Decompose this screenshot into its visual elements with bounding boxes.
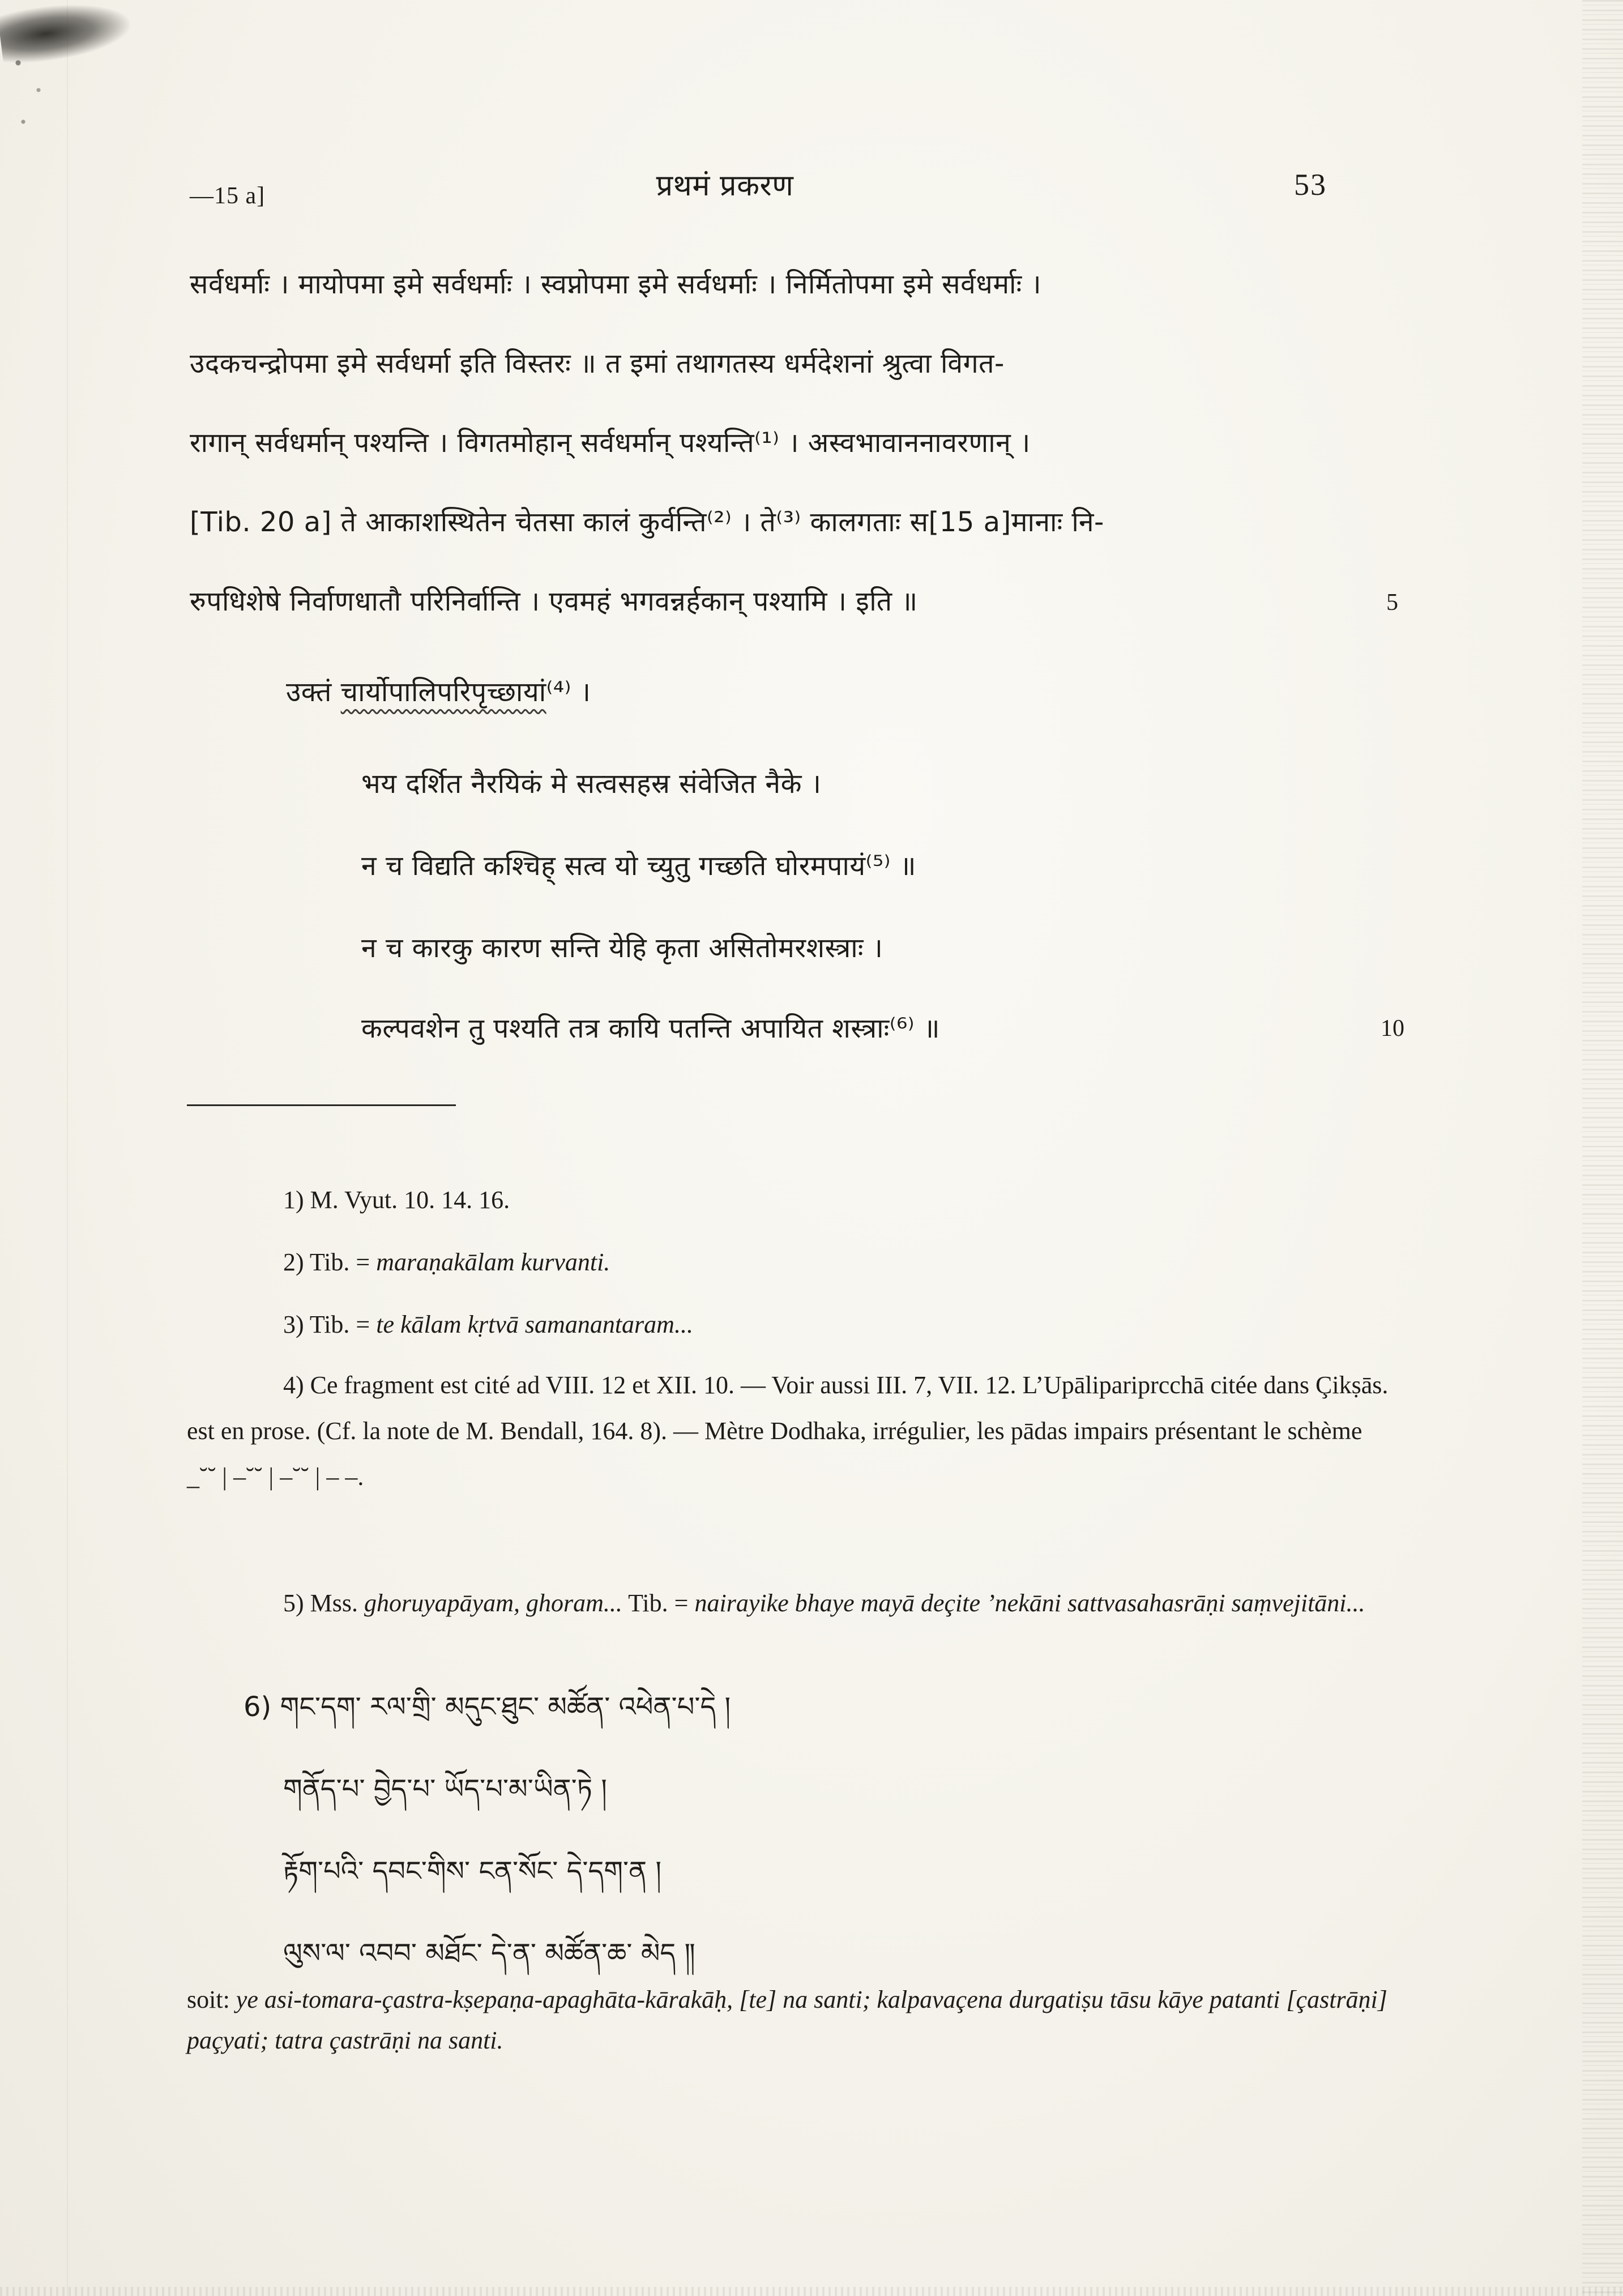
footnote-5 bbox=[187, 1580, 1393, 1626]
footnote-5-label: 5) Mss. bbox=[283, 1589, 365, 1617]
main-text-line: रुपधिशेषे निर्वाणधातौ परिनिर्वान्ति । एवमहं भगवन्नर्हकान् पश्यामि । इति ॥ bbox=[190, 586, 918, 617]
page-number: 53 bbox=[1294, 168, 1327, 202]
verse-line: भय दर्शित नैरयिकं मे सत्वसहस्र संवेजित नैके । bbox=[361, 768, 822, 800]
footnote-6-tibetan-line: ལུས་ལ་ འབབ་ མཐོང་ དེ་ན་ མཚོན་ཆ་ མེད ༎ bbox=[283, 1937, 695, 1969]
footnote-3-text: te kālam kṛtvā samanantaram... bbox=[376, 1311, 693, 1338]
verse-line: न च कारकु कारण सन्ति येहि कृता असितोमरशस्त्राः । bbox=[361, 932, 883, 964]
verse-line: न च विद्यति कश्चिह् सत्व यो च्युतु गच्छति घोरमपायं⁽⁵⁾ ॥ bbox=[361, 850, 916, 882]
main-text-line: रागान् सर्वधर्मान् पश्यन्ति । विगतमोहान् सर्वधर्मान् पश्यन्ति⁽¹⁾ । अस्वभावाननावरणान् । bbox=[190, 427, 1031, 459]
footnote-3 bbox=[187, 1301, 1393, 1347]
footnote-6-transliteration bbox=[187, 1979, 1433, 2061]
footnote-2 bbox=[187, 1239, 1393, 1285]
footnote-5-tib: nairayike bhaye mayā deçite ’nekāni sattvasahasrāṇi saṃvejitāni... bbox=[694, 1589, 1365, 1617]
footnote-5-mss: ghoruyapāyam, ghoram... bbox=[364, 1589, 622, 1617]
scan-noise-right-edge bbox=[1582, 0, 1623, 2296]
footnote-separator-rule bbox=[187, 1104, 456, 1106]
citation-heading-pre: उक्तं bbox=[286, 676, 341, 708]
margin-line-number-5: 5 bbox=[1386, 590, 1398, 616]
footnote-6-tibetan-line: གནོད་པ་ བྱེད་པ་ ཡོད་པ་མ་ཡིན་ཏེ ། bbox=[283, 1773, 607, 1805]
footnote-4: 4) Ce fragment est cité ad VIII. 12 et XII. 10. — Voir aussi III. 7, VII. 12. L’Upālipariprcchā citée dans Çikṣās. est en prose. (Cf. la note de M. Bendall, 164. 8). — Mètre Dodhaka, irrégulier, les pādas impairs présentant le schème _˘˘ | –˘˘ | –˘˘ | – –. bbox=[187, 1371, 1389, 1491]
footnote-6-tibetan-line: 6) གང་དག་ རལ་གྲི་ མདུང་ཐུང་ མཚོན་ འཕེན་པ་དེ ། bbox=[244, 1691, 731, 1723]
main-text-line: [Tib. 20 a] ते आकाशस्थितेन चेतसा कालं कुर्वन्ति⁽²⁾ । ते⁽³⁾ कालगताः स[15 a]मानाः नि- bbox=[190, 506, 1104, 538]
citation-heading-title: चार्योपालिपरिपृच्छायां bbox=[340, 676, 546, 708]
citation-heading-post: ⁽⁴⁾ । bbox=[546, 676, 591, 708]
footnote-1: 1) M. Vyut. 10. 14. 16. bbox=[283, 1186, 510, 1214]
page-fold-line bbox=[67, 0, 68, 2296]
main-text-line: उदकचन्द्रोपमा इमे सर्वधर्मा इति विस्तरः ॥ त इमां तथागतस्य धर्मदेशनां श्रुत्वा विगत- bbox=[190, 348, 1005, 379]
scan-dots-left bbox=[8, 54, 59, 144]
footnote-6-soit-text: ye asi-tomara-çastra-kṣepaṇa-apaghāta-kārakāḥ, [te] na santi; kalpavaçena durgatiṣu tāsu kāye patanti [çastrāṇi] paçyati; tatra çastrāṇi na santi. bbox=[187, 1986, 1387, 2054]
footnote-2-label: 2) Tib. = bbox=[283, 1248, 377, 1276]
footnote-2-text: maraṇakālam kurvanti. bbox=[376, 1248, 610, 1276]
footnote-6-soit-label: soit: bbox=[187, 1986, 230, 2013]
running-header-title: प्रथमं प्रकरण bbox=[656, 169, 794, 203]
citation-heading bbox=[286, 673, 591, 710]
folio-margin-note: —15 a] bbox=[190, 183, 266, 209]
scan-noise-bottom-edge bbox=[0, 2287, 1623, 2296]
footnote-6-tibetan-line: རྟོག་པའི་ དབང་གིས་ ངན་སོང་ དེ་དག་ན ། bbox=[283, 1855, 662, 1887]
main-text-line: सर्वधर्माः । मायोपमा इमे सर्वधर्माः । स्वप्नोपमा इमे सर्वधर्माः । निर्मितोपमा इमे सर्वधर्माः । bbox=[190, 268, 1042, 300]
margin-line-number-10: 10 bbox=[1381, 1015, 1404, 1042]
footnote-5-mid: Tib. = bbox=[622, 1589, 695, 1617]
verse-line: कल्पवशेन तु पश्यति तत्र कायि पतन्ति अपायित शस्त्राः⁽⁶⁾ ॥ bbox=[361, 1013, 941, 1044]
footnote-3-label: 3) Tib. = bbox=[283, 1311, 377, 1338]
